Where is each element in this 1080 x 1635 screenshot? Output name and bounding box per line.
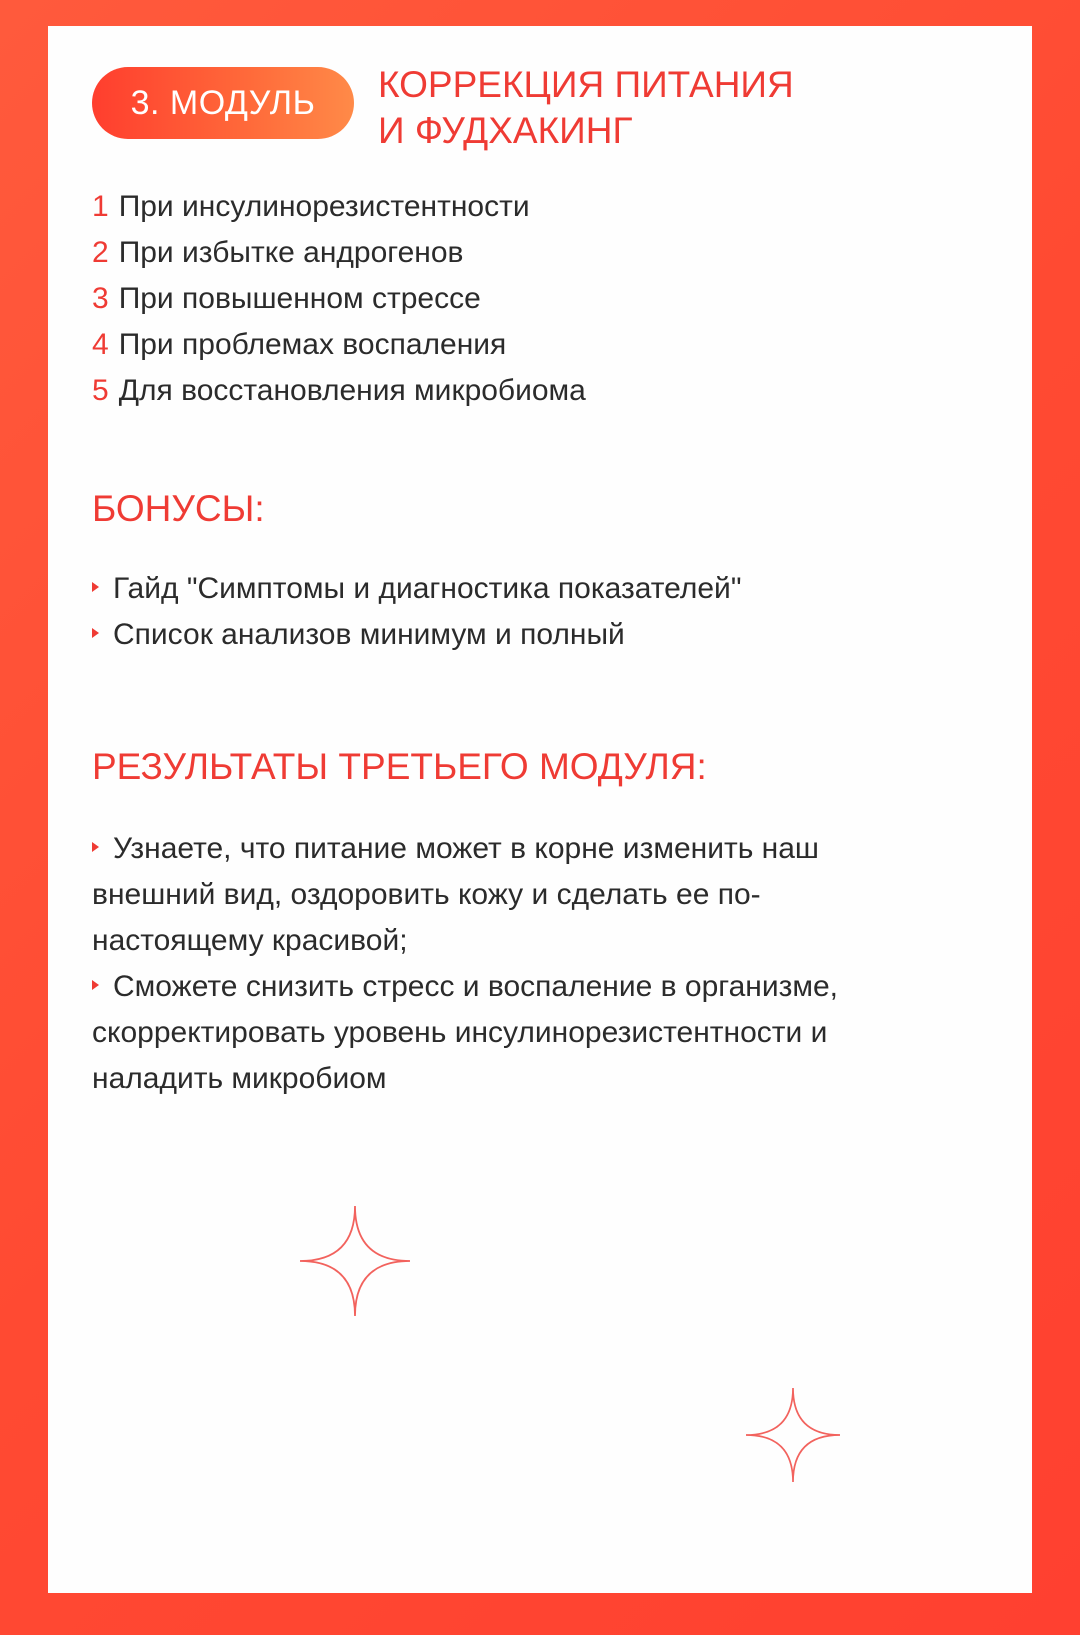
topic-text: При повышенном стрессе: [118, 282, 481, 315]
topic-text: При проблемах воспаления: [118, 328, 507, 361]
result-text: Сможете снизить стресс и воспаление в организме, скорректировать уровень инсулинорезистентности и наладить микробиом: [92, 970, 838, 1095]
bonus-list: [92, 566, 741, 658]
topics-list: [92, 184, 586, 414]
bonus-item: [92, 612, 741, 658]
topic-text: При инсулинорезистентности: [118, 190, 530, 223]
module-title-line-2: И ФУДХАКИНГ: [378, 110, 633, 151]
topic-item: [92, 184, 586, 230]
results-list: [92, 826, 912, 1102]
topic-number: 5: [92, 374, 109, 407]
bonuses-heading: БОНУСЫ:: [92, 488, 265, 529]
module-title: [378, 62, 794, 154]
sparkle-icon: [746, 1388, 840, 1482]
topic-number: 1: [92, 190, 109, 223]
topic-number: 2: [92, 236, 109, 269]
topic-text: Для восстановления микробиома: [118, 374, 586, 407]
results-heading: РЕЗУЛЬТАТЫ ТРЕТЬЕГО МОДУЛЯ:: [92, 746, 707, 787]
topic-item: [92, 230, 586, 276]
bullet-arrow-icon: [92, 582, 99, 592]
module-title-line-1: КОРРЕКЦИЯ ПИТАНИЯ: [378, 64, 794, 105]
topic-item: [92, 368, 586, 414]
topic-text: При избытке андрогенов: [118, 236, 464, 269]
bonus-item: [92, 566, 741, 612]
content-card: [48, 26, 1032, 1593]
result-text: Узнаете, что питание может в корне изменить наш внешний вид, оздоровить кожу и сделать ее по-настоящему красивой;: [92, 832, 819, 957]
module-badge: 3. МОДУЛЬ: [92, 67, 354, 139]
result-item: [92, 964, 912, 1102]
bonus-text: Гайд "Симптомы и диагностика показателей": [113, 572, 742, 605]
sparkle-icon: [300, 1206, 410, 1316]
bullet-arrow-icon: [92, 628, 99, 638]
result-item: [92, 826, 912, 964]
topic-number: 3: [92, 282, 109, 315]
topic-item: [92, 276, 586, 322]
bonus-text: Список анализов минимум и полный: [113, 618, 625, 651]
topic-item: [92, 322, 586, 368]
topic-number: 4: [92, 328, 109, 361]
bullet-arrow-icon: [92, 980, 99, 990]
bullet-arrow-icon: [92, 842, 99, 852]
